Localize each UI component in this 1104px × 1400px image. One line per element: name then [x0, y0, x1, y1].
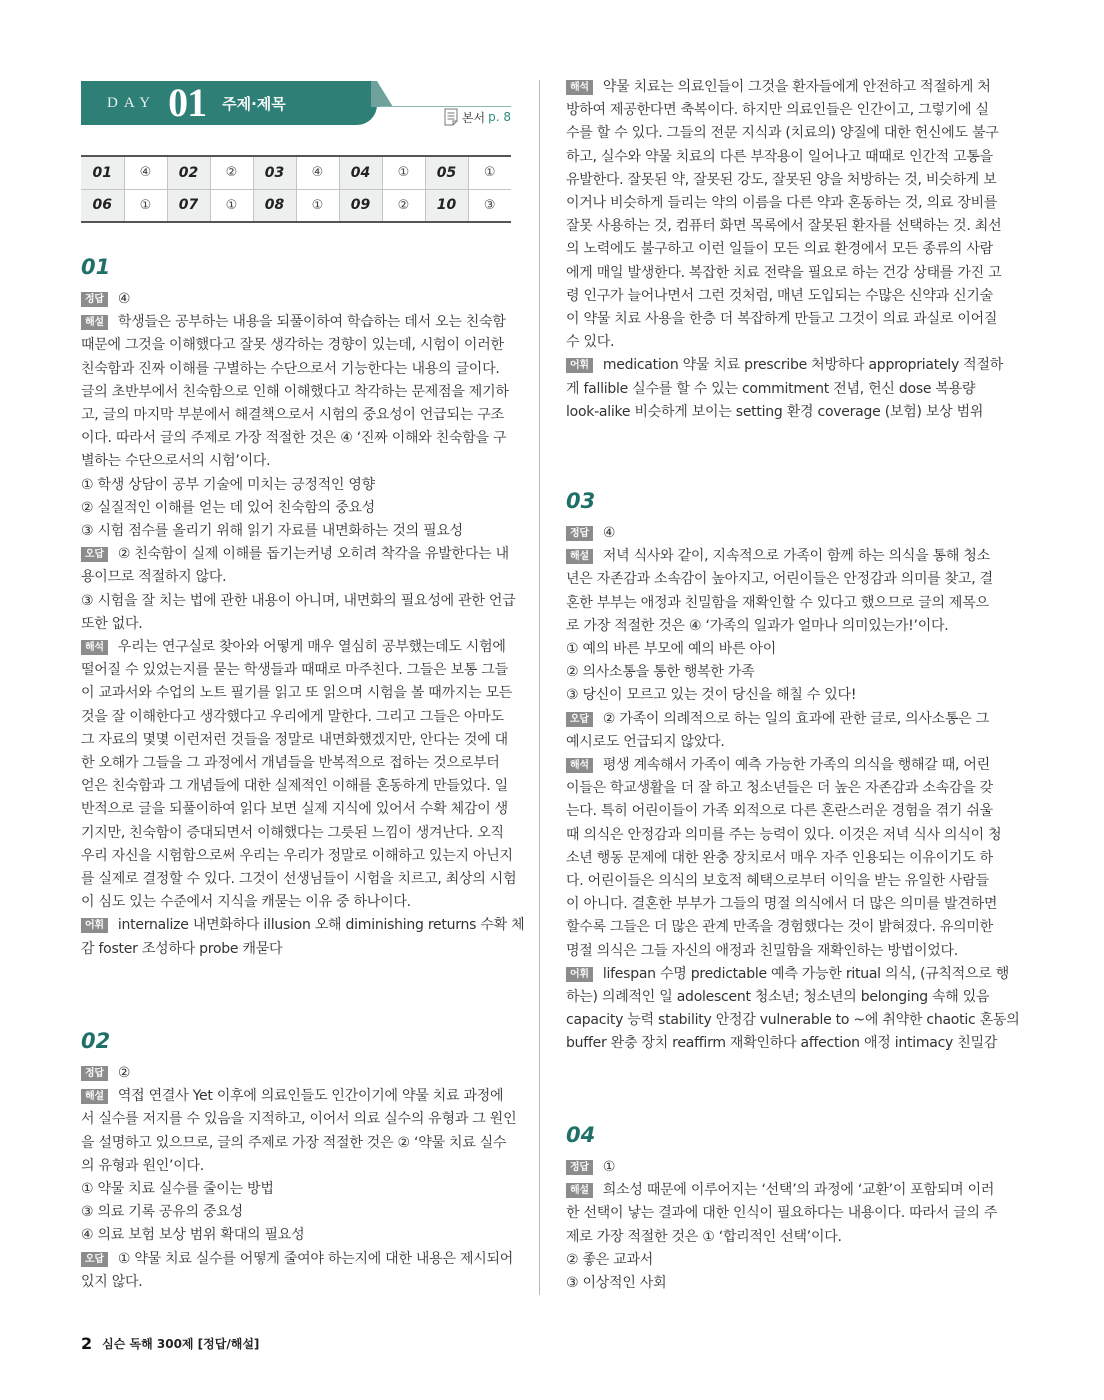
section-02 — [81, 1024, 517, 1294]
explanation-line: 이다. 따라서 글의 주제로 가장 적절한 것은 ④ ‘진짜 이해와 친숙함을 구 — [81, 430, 507, 447]
vocab-line: 게 fallible 실수를 할 수 있는 commitment 전념, 헌신 dose 복용량 — [566, 380, 976, 397]
explanation-line: 제로 가장 적절한 것은 ① ‘합리적인 선택’이다. — [566, 1228, 842, 1245]
day-banner-bar — [81, 81, 377, 125]
explanation-tag: 해설 — [81, 1089, 108, 1104]
text: 역접 연결사 Yet 이후에 의료인들도 인간이기에 약물 치료 과정에 — [117, 1088, 504, 1105]
question-number: 08 — [253, 189, 296, 222]
vocab-line: 감 foster 조성하다 probe 캐묻다 — [81, 940, 283, 957]
explanation-line: 로 가장 적절한 것은 ④ ‘가족의 일과가 얼마나 의미있는가!’이다. — [566, 617, 949, 634]
translation-line: 반적으로 글을 되풀이하여 읽다 보면 실제 지식에 있어서 수확 체감이 생 — [81, 801, 508, 818]
day-label: DAY — [107, 94, 157, 111]
text: medication 약물 치료 prescribe 처방하다 appropriately 적절하 — [602, 357, 1004, 374]
translation-line: 잘못 사용하는 것, 컴퓨터 화면 목록에서 잘못된 환자를 선택하는 것. 최선 — [566, 218, 1002, 235]
translation-line: 때 의식은 안정감과 의미를 주는 능력이 있다. 이것은 저녁 식사 의식이 청 — [566, 826, 1002, 843]
translation-line: 것을 잘 이해한다고 생각했다고 우리에게 말한다. 그리고 그들은 아마도 — [81, 708, 504, 725]
column-divider — [539, 80, 540, 1295]
section-number: 04 — [566, 1123, 596, 1147]
vocab-line — [566, 354, 1004, 377]
translation-line: 기지만, 친숙함이 증대되면서 이해했다는 그릇된 느낌이 생겨난다. 오직 — [81, 824, 504, 841]
wrong-tag: 오답 — [81, 547, 108, 562]
explanation-line: 때문에 그것을 이해했다고 잘못 생각하는 경향이 있는데, 시험이 이러한 — [81, 337, 504, 354]
translation-line: 얻은 친숙함과 그 개념들에 대한 실제적인 이해를 혼동하게 만들었다. 일 — [81, 778, 508, 795]
answer-value: ① — [468, 156, 511, 189]
section-04 — [566, 1118, 996, 1295]
question-number: 07 — [167, 189, 210, 222]
answer-line — [566, 522, 996, 545]
translation-line: 의 노력에도 불구하고 이런 일들이 모든 의료 환경에서 모든 종류의 사람 — [566, 241, 993, 258]
text: ① 약물 치료 실수를 어떻게 줄여야 하는지에 대한 내용은 제시되어 — [117, 1250, 514, 1267]
explanation-line: 서 실수를 저지를 수 있음을 지적하고, 이어서 의료 실수의 유형과 그 원인 — [81, 1111, 517, 1128]
option-item: ③ 이상적인 사회 — [566, 1275, 667, 1292]
explanation-line: 글의 초반부에서 친숙함으로 인해 이해했다고 착각하는 문제점을 제기하 — [81, 383, 509, 400]
translation-line: 하고, 실수와 약물 치료의 다른 부작용이 일어나고 때때로 인간적 고통을 — [566, 148, 993, 165]
explanation-line: 혼한 부부는 애정과 친밀함을 재확인할 수 있다고 했으므로 글의 제목으 — [566, 594, 989, 611]
answer-tag: 정답 — [81, 292, 108, 307]
answer-key-row — [81, 156, 511, 189]
answer-tag: 정답 — [81, 1066, 108, 1081]
option-item: ① 예의 바른 부모에 예의 바른 아이 — [566, 641, 777, 658]
wrong-answer-block — [566, 708, 996, 754]
explanation-line — [81, 311, 511, 334]
vocab-block — [566, 963, 1020, 1056]
wrong-answer-block — [81, 1248, 514, 1294]
translation-tag: 해석 — [81, 640, 108, 655]
wrong-line — [81, 1248, 514, 1271]
wrong-tag: 오답 — [81, 1252, 108, 1267]
answer-line — [81, 288, 511, 311]
explanation-line: 고, 글의 마지막 부분에서 해결책으로서 시험의 중요성이 언급되는 구조 — [81, 407, 504, 424]
wrong-line — [81, 543, 511, 566]
translation-line: 이거나 비슷하게 들리는 약의 이름을 다른 약과 혼동하는 것, 의료 장비를 — [566, 195, 998, 212]
vocab-line: look-alike 비슷하게 보이는 setting 환경 coverage (보험) 보상 범위 — [566, 403, 984, 420]
question-number: 09 — [339, 189, 382, 222]
banner-rule — [381, 106, 511, 107]
translation-line: 령 인구가 늘어나면서 그런 것처럼, 매년 도입되는 수많은 신약과 신기술 — [566, 287, 993, 304]
section-01 — [81, 250, 525, 961]
banner-fold-icon — [371, 81, 393, 107]
translation-line: 유발한다. 잘못된 약, 잘못된 강도, 잘못된 양을 처방하는 것, 비슷하게 보 — [566, 171, 997, 188]
explanation-block — [81, 1085, 517, 1178]
option-item: ② 실질적인 이해를 얻는 데 있어 친숙함의 중요성 — [81, 499, 375, 516]
explanation-block — [566, 545, 996, 638]
translation-line: 떨어질 수 있었는지를 묻는 학생들과 때때로 마주친다. 그들은 보통 그들 — [81, 662, 508, 679]
translation-block — [566, 76, 1002, 354]
question-number: 06 — [81, 189, 124, 222]
vocab-tag: 어휘 — [566, 358, 593, 373]
option-item: ① 학생 상담이 공부 기술에 미치는 긍정적인 영향 — [81, 476, 375, 493]
answer-value: ③ — [483, 197, 496, 213]
option-item: ③ 당신이 모르고 있는 것이 당신을 해칠 수 있다! — [566, 687, 857, 704]
explanation-line — [566, 1179, 996, 1202]
book-ref-label: 본서 — [461, 110, 486, 125]
translation-line: 에게 매일 발생한다. 복잡한 치료 전략을 필요로 하는 건강 상태를 가진 고 — [566, 264, 1002, 281]
answer-value: ② — [117, 1065, 131, 1081]
translation-line: 그 자료의 몇몇 이런저런 것들을 정말로 내면화했겠지만, 안다는 것에 대 — [81, 731, 508, 748]
vocab-line: 하는) 의례적인 일 adolescent 청소년; 청소년의 belonging 속해 있음 — [566, 989, 990, 1006]
vocab-block — [566, 354, 1004, 424]
vocab-tag: 어휘 — [566, 967, 593, 982]
wrong-tag: 오답 — [566, 712, 593, 727]
explanation-tag: 해설 — [81, 315, 108, 330]
wrong-line: ③ 시험을 잘 치는 법에 관한 내용이 아니며, 내면화의 필요성에 관한 언급 — [81, 592, 516, 609]
translation-line: 방하여 제공한다면 축복이다. 하지만 의료인들은 인간이고, 그렇기에 실 — [566, 102, 989, 119]
translation-line: 를 실제로 결정할 수 있다. 그것이 선생님들이 시험을 치르고, 최상의 시험 — [81, 871, 517, 888]
translation-tag: 해석 — [566, 80, 593, 95]
text: ② 친숙함이 실제 이해를 돕기는커녕 오히려 착각을 유발한다는 내 — [117, 546, 509, 563]
wrong-line — [566, 708, 996, 731]
wrong-line: 용이므로 적절하지 않다. — [81, 569, 227, 586]
explanation-line: 의 유형과 원인’이다. — [81, 1157, 204, 1174]
vocab-line — [566, 963, 1010, 986]
text: 저녁 식사와 같이, 지속적으로 가족이 함께 하는 의식을 통해 청소 — [602, 548, 990, 565]
text: lifespan 수명 predictable 예측 가능한 ritual 의식, (규칙적으로 행 — [602, 965, 1010, 982]
day-topic: 주제·제목 — [222, 94, 286, 113]
answer-tag: 정답 — [566, 526, 593, 541]
answer-line — [81, 1062, 511, 1085]
page-number: 2 — [81, 1334, 93, 1353]
section-03 — [566, 484, 1020, 1056]
page-footer — [81, 1334, 259, 1353]
explanation-block — [81, 311, 511, 473]
option-list — [81, 1178, 511, 1248]
section-number: 02 — [81, 1029, 111, 1053]
explanation-line — [81, 1085, 511, 1108]
section-number: 01 — [81, 255, 111, 279]
translation-block — [566, 754, 1002, 963]
answer-value: ② — [382, 189, 425, 222]
day-number: 01 — [168, 80, 207, 125]
wrong-line: 있지 않다. — [81, 1273, 143, 1290]
text: 학생들은 공부하는 내용을 되풀이하여 학습하는 데서 오는 친숙함 — [117, 314, 506, 331]
day-banner — [81, 81, 511, 131]
answer-value: ④ — [602, 525, 616, 541]
question-number: 02 — [167, 156, 210, 189]
explanation-block — [566, 1179, 996, 1249]
translation-line: 이들은 학교생활을 더 잘 하고 청소년들은 더 높은 자존감과 소속감을 갖 — [566, 780, 993, 797]
wrong-answer-block — [81, 543, 516, 636]
explanation-line: 년은 자존감과 소속감이 높아지고, 어린이들은 안정감과 의미를 찾고, 결 — [566, 571, 993, 588]
answer-value: ① — [382, 156, 425, 189]
answer-key-row — [81, 189, 511, 222]
wrong-line: 또한 없다. — [81, 615, 143, 632]
answer-value: ④ — [117, 291, 131, 307]
translation-line: 이 약물 치료 사용을 한층 더 복잡하게 만들고 그것이 의료 과실로 이어질 — [566, 311, 998, 328]
text: 평생 계속해서 가족이 예측 가능한 가족의 의식을 행해갈 때, 어린 — [602, 757, 990, 774]
translation-line: 는다. 특히 어린이들이 가족 외적으로 다른 혼란스러운 경험을 겪기 쉬울 — [566, 803, 993, 820]
explanation-line: 별하는 수단으로서의 시험’이다. — [81, 453, 271, 470]
vocab-line — [81, 914, 525, 937]
vocab-block — [81, 914, 525, 960]
document-icon — [444, 108, 458, 126]
option-item: ② 의사소통을 통한 행복한 가족 — [566, 664, 755, 681]
answer-value: ① — [296, 189, 339, 222]
translation-line: 소년 행동 문제에 대한 완충 장치로서 매우 자주 인용되는 이유이기도 하 — [566, 849, 993, 866]
translation-line — [81, 636, 511, 659]
answer-line — [566, 1156, 996, 1179]
explanation-tag: 해설 — [566, 549, 593, 564]
explanation-line — [566, 545, 996, 568]
answer-value: ② — [210, 156, 253, 189]
answer-value: ① — [210, 189, 253, 222]
translation-line — [566, 754, 996, 777]
wrong-line: 예시로도 언급되지 않았다. — [566, 733, 725, 750]
answer-value: ④ — [124, 156, 167, 189]
answer-key-table — [81, 155, 511, 223]
explanation-line: 한 선택이 낳는 결과에 대한 인식이 필요하다는 내용이다. 따라서 글의 주 — [566, 1205, 998, 1222]
vocab-line: buffer 완충 장치 reaffirm 재확인하다 affection 애정 intimacy 친밀감 — [566, 1035, 998, 1052]
translation-line: 수 있다. — [566, 334, 615, 351]
translation-line: 수를 할 수 있다. 그들의 전문 지식과 (치료의) 양질에 대한 헌신에도 불구 — [566, 125, 999, 142]
question-number: 10 — [425, 189, 468, 222]
explanation-tag: 해설 — [566, 1183, 593, 1198]
option-list — [566, 1249, 996, 1295]
translation-line: 이 심도 있는 수준에서 지식을 캐묻는 이유 중 하나이다. — [81, 894, 411, 911]
translation-line: 이 아니다. 결혼한 부부가 그들의 명절 의식에서 더 많은 의미를 발견하면 — [566, 896, 998, 913]
book-title: 심슨 독해 300제 [정답/해설] — [102, 1337, 260, 1351]
vocab-tag: 어휘 — [81, 918, 108, 933]
question-number: 01 — [81, 156, 124, 189]
book-reference — [444, 108, 511, 126]
option-list — [566, 638, 996, 708]
question-number: 05 — [425, 156, 468, 189]
answer-value: ① — [124, 189, 167, 222]
question-number: 04 — [339, 156, 382, 189]
explanation-line: 친숙함과 진짜 이해를 구별하는 수단으로서 기능한다는 내용의 글이다. — [81, 360, 500, 377]
translation-line: 명절 의식은 그들 자신의 애정과 친밀함을 재확인하는 방법이었다. — [566, 942, 958, 959]
question-number: 03 — [253, 156, 296, 189]
option-item: ③ 시험 점수를 올리기 위해 읽기 자료를 내면화하는 것의 필요성 — [81, 523, 463, 540]
vocab-line: capacity 능력 stability 안정감 vulnerable to ~에 취약한 chaotic 혼동의 — [566, 1012, 1020, 1029]
translation-line: 이 교과서와 수업의 노트 필기를 읽고 또 읽으며 시험을 볼 때까지는 모든 — [81, 685, 513, 702]
text: 우리는 연구실로 찾아와 어떻게 매우 열심히 공부했는데도 시험에 — [117, 639, 506, 656]
translation-line: 우리 자신을 시험함으로써 우리는 우리가 정말로 이해하고 있는지 아닌지 — [81, 847, 513, 864]
translation-line — [566, 76, 996, 99]
explanation-line: 을 설명하고 있으므로, 글의 주제로 가장 적절한 것은 ② ‘약물 치료 실수 — [81, 1134, 507, 1151]
answer-value: ④ — [296, 156, 339, 189]
section-02-continued — [566, 76, 1004, 424]
option-item: ④ 의료 보험 보상 범위 확대의 필요성 — [81, 1227, 305, 1244]
translation-block — [81, 636, 517, 914]
answer-value: ① — [602, 1159, 616, 1175]
answer-tag: 정답 — [566, 1160, 593, 1175]
translation-line: 한 오해가 그들을 그 과정에서 개념들을 반복적으로 접하는 것으로부터 — [81, 755, 500, 772]
option-item: ① 약물 치료 실수를 줄이는 방법 — [81, 1181, 274, 1198]
text: ② 가족이 의례적으로 하는 일의 효과에 관한 글로, 의사소통은 그 — [602, 710, 989, 727]
text: 희소성 때문에 이루어지는 ‘선택’의 과정에 ‘교환’이 포함되며 이러 — [602, 1182, 995, 1199]
translation-line: 다. 어린이들은 의식의 보호적 혜택으로부터 이익을 받는 유일한 사람들 — [566, 873, 989, 890]
text: 약물 치료는 의료인들이 그것을 환자들에게 안전하고 적절하게 처 — [602, 79, 991, 95]
section-number: 03 — [566, 489, 596, 513]
translation-tag: 해석 — [566, 758, 593, 773]
text: internalize 내면화하다 illusion 오해 diminishing returns 수확 체 — [117, 917, 525, 934]
option-item: ③ 의료 기록 공유의 중요성 — [81, 1204, 243, 1221]
book-ref-page: p. 8 — [488, 110, 511, 124]
option-item: ② 좋은 교과서 — [566, 1251, 654, 1268]
translation-line: 할수록 그들은 더 많은 관계 만족을 경험했다는 것이 밝혀졌다. 유의미한 — [566, 919, 993, 936]
option-list — [81, 474, 511, 544]
